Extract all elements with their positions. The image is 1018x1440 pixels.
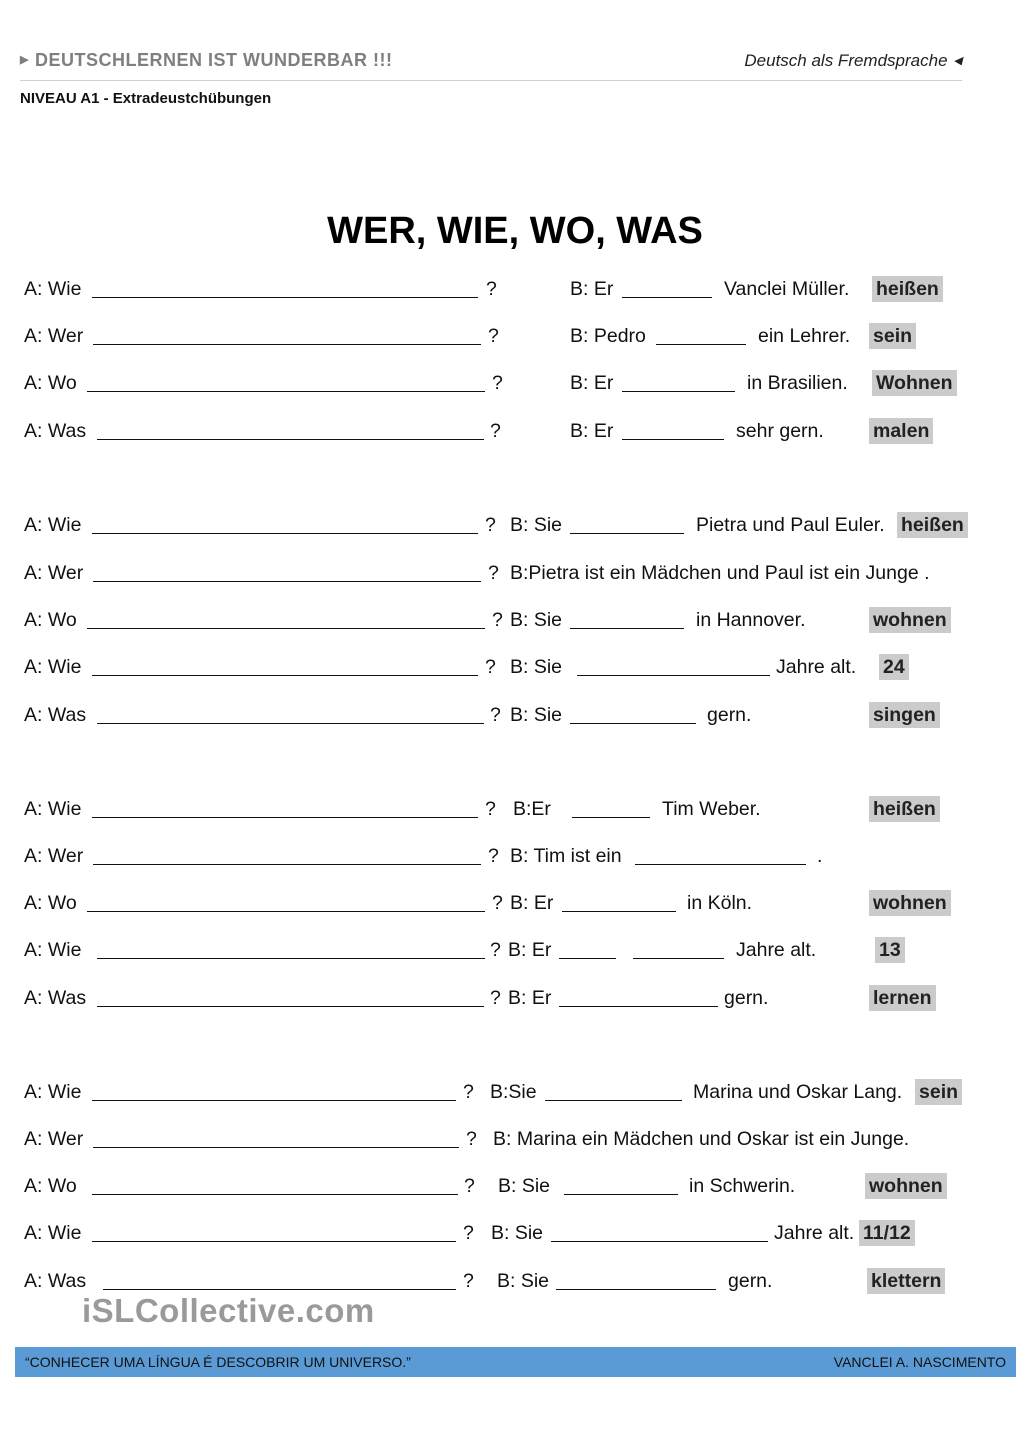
verb-hint: 11/12	[859, 1220, 915, 1246]
verb-blank[interactable]	[572, 817, 650, 818]
question-word: A: Wer	[24, 1128, 84, 1150]
answer-start: B: Pedro	[570, 325, 646, 347]
answer-blank[interactable]	[92, 1100, 456, 1101]
question-mark: ?	[486, 278, 497, 300]
verb-blank[interactable]	[656, 344, 746, 345]
answer-rest: gern.	[728, 1270, 773, 1292]
verb-blank[interactable]	[633, 958, 724, 959]
question-mark: ?	[488, 325, 499, 347]
answer-start: B:Er	[513, 798, 551, 820]
exercise-row	[0, 937, 1018, 967]
question-mark: ?	[492, 892, 503, 914]
verb-hint: wohnen	[869, 890, 951, 916]
question-mark: ?	[488, 562, 499, 584]
footer-bar	[15, 1347, 1016, 1377]
answer-start: B: Sie	[510, 656, 563, 678]
answer-blank[interactable]	[97, 439, 484, 440]
exercise-row	[0, 276, 1018, 306]
answer-blank[interactable]	[92, 1194, 458, 1195]
verb-blank[interactable]	[562, 911, 676, 912]
verb-hint: malen	[869, 418, 933, 444]
question-word: A: Wie	[24, 939, 82, 961]
answer-rest: gern.	[707, 704, 752, 726]
verb-hint: heißen	[897, 512, 968, 538]
verb-hint: sein	[915, 1079, 962, 1105]
answer-start: B: Er	[508, 939, 552, 961]
question-word: A: Was	[24, 420, 87, 442]
exercise-row	[0, 796, 1018, 826]
answer-blank[interactable]	[93, 864, 481, 865]
exercise-row	[0, 560, 1018, 590]
answer-rest: ein Lehrer.	[758, 325, 851, 347]
question-word: A: Was	[24, 987, 87, 1009]
answer-rest: Jahre alt.	[776, 656, 857, 678]
question-word: A: Wie	[24, 798, 82, 820]
question-mark: ?	[485, 656, 496, 678]
footer-quote: “CONHECER UMA LÍNGUA É DESCOBRIR UM UNIVERSO.”	[25, 1354, 411, 1370]
question-word: A: Wer	[24, 325, 84, 347]
question-mark: ?	[490, 704, 501, 726]
header-left	[20, 50, 392, 71]
answer-start: B: Sie	[510, 704, 563, 726]
verb-blank[interactable]	[570, 723, 696, 724]
question-mark: ?	[464, 1175, 475, 1197]
exercise-row	[0, 1126, 1018, 1156]
exercise-row	[0, 370, 1018, 400]
verb-hint: Wohnen	[872, 370, 957, 396]
answer-rest: in Schwerin.	[689, 1175, 796, 1197]
answer-blank[interactable]	[92, 675, 478, 676]
answer-start: B: Er	[570, 420, 614, 442]
exercise-row	[0, 323, 1018, 353]
question-word: A: Wie	[24, 1081, 82, 1103]
level-heading: NIVEAU A1 - Extradeustchübungen	[20, 90, 272, 107]
question-word: A: Wie	[24, 1222, 82, 1244]
question-word: A: Wo	[24, 609, 77, 631]
exercise-row	[0, 702, 1018, 732]
answer-blank[interactable]	[93, 1147, 459, 1148]
answer-start: B: Er	[570, 278, 614, 300]
answer-blank[interactable]	[97, 958, 485, 959]
verb-blank[interactable]	[622, 439, 724, 440]
question-word: A: Wie	[24, 656, 82, 678]
verb-blank[interactable]	[564, 1194, 678, 1195]
header-divider	[20, 80, 962, 81]
verb-hint: sein	[869, 323, 916, 349]
answer-blank[interactable]	[92, 533, 478, 534]
question-mark: ?	[485, 514, 496, 536]
verb-blank[interactable]	[545, 1100, 682, 1101]
question-mark: ?	[492, 609, 503, 631]
verb-blank[interactable]	[556, 1289, 716, 1290]
triangle-left-icon: ◀	[953, 54, 962, 67]
verb-hint: heißen	[869, 796, 940, 822]
exercise-row	[0, 1079, 1018, 1109]
answer-rest: sehr gern.	[736, 420, 824, 442]
verb-hint: singen	[869, 702, 940, 728]
verb-blank[interactable]	[559, 1006, 718, 1007]
answer-blank[interactable]	[87, 911, 485, 912]
answer-start: B: Sie	[498, 1175, 551, 1197]
exercise-row	[0, 1173, 1018, 1203]
question-mark: ?	[490, 420, 501, 442]
exercise-row	[0, 607, 1018, 637]
answer-start: B: Er	[508, 987, 552, 1009]
answer-rest: Pietra und Paul Euler.	[696, 514, 885, 536]
answer-start: B: Marina ein Mädchen und Oskar ist ein Junge.	[493, 1128, 910, 1150]
exercise-row	[0, 1220, 1018, 1250]
exercise-row	[0, 654, 1018, 684]
answer-blank[interactable]	[103, 1289, 456, 1290]
question-word: A: Wo	[24, 1175, 77, 1197]
question-mark: ?	[463, 1081, 474, 1103]
verb-hint: wohnen	[869, 607, 951, 633]
verb-blank[interactable]	[635, 864, 806, 865]
verb-hint: heißen	[872, 276, 943, 302]
question-mark: ?	[463, 1270, 474, 1292]
verb-hint: 24	[879, 654, 909, 680]
verb-blank[interactable]	[551, 1241, 768, 1242]
answer-start: B: Tim ist ein	[510, 845, 622, 867]
exercise-row	[0, 843, 1018, 873]
answer-blank[interactable]	[87, 391, 485, 392]
question-mark: ?	[490, 987, 501, 1009]
verb-hint: 13	[875, 937, 905, 963]
question-word: A: Was	[24, 704, 87, 726]
answer-start: B: Sie	[510, 514, 563, 536]
question-word: A: Wie	[24, 514, 82, 536]
verb-blank[interactable]	[622, 297, 712, 298]
verb-blank[interactable]	[559, 958, 616, 959]
answer-rest: Vanclei Müller.	[724, 278, 850, 300]
answer-rest: in Hannover.	[696, 609, 806, 631]
question-mark: ?	[490, 939, 501, 961]
exercise-row	[0, 512, 1018, 542]
answer-blank[interactable]	[97, 723, 484, 724]
verb-blank[interactable]	[622, 391, 735, 392]
triangle-right-icon: ▶	[20, 54, 29, 67]
verb-blank[interactable]	[570, 533, 684, 534]
exercise-row	[0, 890, 1018, 920]
verb-blank[interactable]	[570, 628, 684, 629]
verb-hint: klettern	[867, 1268, 945, 1294]
answer-start: B: Er	[570, 372, 614, 394]
question-mark: ?	[492, 372, 503, 394]
exercise-row	[0, 418, 1018, 448]
answer-blank[interactable]	[93, 344, 481, 345]
question-word: A: Was	[24, 1270, 87, 1292]
answer-rest: in Brasilien.	[747, 372, 848, 394]
verb-hint: lernen	[869, 985, 936, 1011]
question-mark: ?	[485, 798, 496, 820]
answer-start: B: Sie	[491, 1222, 544, 1244]
question-mark: ?	[463, 1222, 474, 1244]
exercise-row	[0, 985, 1018, 1015]
question-word: A: Wer	[24, 562, 84, 584]
answer-blank[interactable]	[87, 628, 485, 629]
verb-blank[interactable]	[577, 675, 770, 676]
answer-blank[interactable]	[97, 1006, 484, 1007]
answer-blank[interactable]	[92, 1241, 456, 1242]
header-left-text: DEUTSCHLERNEN IST WUNDERBAR !!!	[34, 50, 393, 70]
answer-start: B:Sie	[490, 1081, 537, 1103]
answer-start: B: Sie	[497, 1270, 550, 1292]
answer-rest: gern.	[724, 987, 769, 1009]
watermark: iSLCollective.com	[82, 1292, 375, 1329]
question-word: A: Wo	[24, 892, 77, 914]
verb-hint: wohnen	[865, 1173, 947, 1199]
answer-blank[interactable]	[92, 297, 478, 298]
footer-author: VANCLEI A. NASCIMENTO	[833, 1354, 1006, 1370]
question-mark: ?	[466, 1128, 477, 1150]
answer-start: B: Er	[510, 892, 554, 914]
answer-blank[interactable]	[93, 581, 481, 582]
answer-rest: Jahre alt.	[736, 939, 817, 961]
answer-start: B: Sie	[510, 609, 563, 631]
page-title: WER, WIE, WO, WAS	[327, 210, 703, 252]
answer-rest: in Köln.	[687, 892, 753, 914]
question-word: A: Wer	[24, 845, 84, 867]
header-right	[744, 51, 962, 71]
question-mark: ?	[488, 845, 499, 867]
answer-rest: Jahre alt.	[774, 1222, 855, 1244]
answer-rest: .	[817, 845, 823, 867]
header-right-text: Deutsch als Fremdsprache	[744, 51, 948, 70]
question-word: A: Wo	[24, 372, 77, 394]
answer-start: B:Pietra ist ein Mädchen und Paul ist ein Junge .	[510, 562, 930, 584]
answer-blank[interactable]	[92, 817, 478, 818]
question-word: A: Wie	[24, 278, 82, 300]
answer-rest: Marina und Oskar Lang.	[693, 1081, 903, 1103]
answer-rest: Tim Weber.	[662, 798, 761, 820]
